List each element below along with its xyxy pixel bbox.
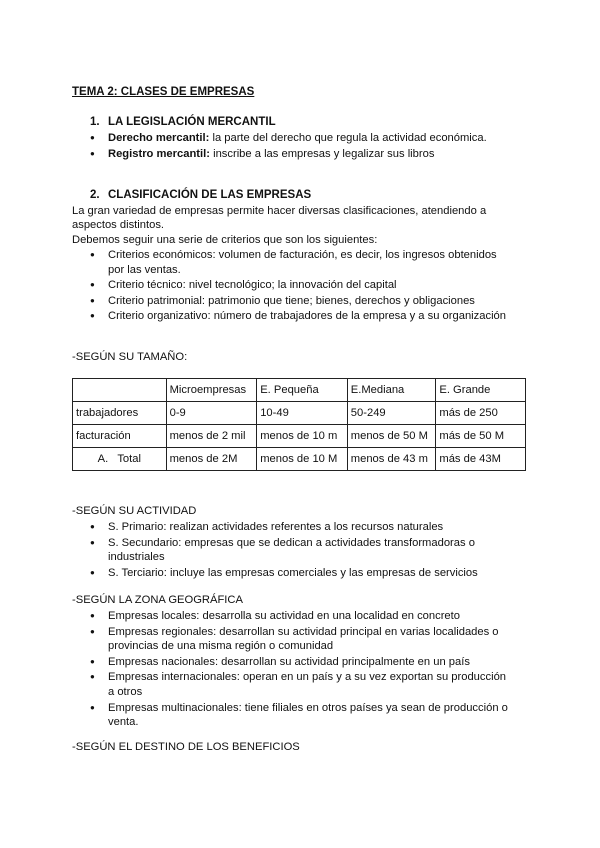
list-item: ● Empresas nacionales: desarrollan su actividad principalmente en un país [90,655,515,670]
activity-list [90,520,515,581]
table-cell: trabajadores [73,402,167,425]
list-item [90,147,515,162]
geo-heading: -SEGÚN LA ZONA GEOGRÁFICA [72,594,243,606]
table-cell: 0-9 [166,402,257,425]
section-1-title: LA LEGISLACIÓN MERCANTIL [108,116,276,128]
list-item: ● Empresas internacionales: operan en un país y a su vez exportan su producción a otros [90,670,515,699]
table-cell: menos de 2 mil [166,425,257,448]
definition: la parte del derecho que regula la actividad económica. [209,132,487,144]
list-item: ● Empresas locales: desarrolla su actividad en una localidad en concreto [90,609,515,624]
table-cell: más de 250 [436,402,526,425]
section-2-title: CLASIFICACIÓN DE LAS EMPRESAS [108,189,312,201]
list-item [90,131,515,146]
table-cell: más de 43M [436,448,526,471]
table-row [73,425,526,448]
benefits-heading: -SEGÚN EL DESTINO DE LOS BENEFICIOS [72,741,300,753]
list-item: ● Empresas multinacionales: tiene filiales en otros países ya sean de producción o venta. [90,701,515,730]
table-cell: menos de 10 m [257,425,348,448]
table-cell: 50-249 [347,402,436,425]
table-cell: menos de 10 M [257,448,348,471]
table-header-cell: E.Mediana [347,379,436,402]
table-cell: más de 50 M [436,425,526,448]
list-item: ● Criterio patrimonial: patrimonio que tiene; bienes, derechos y obligaciones [90,294,515,309]
term: Registro mercantil: [108,147,210,160]
section-1-heading [90,116,276,128]
table-cell: 10-49 [257,402,348,425]
list-item: ● S. Terciario: incluye las empresas comerciales y las empresas de servicios [90,566,515,581]
definition: inscribe a las empresas y legalizar sus libros [209,147,435,160]
section-2-intro: La gran variedad de empresas permite hacer diversas clasificaciones, atendiendo a aspectos distintos. [72,205,487,231]
document-title: TEMA 2: CLASES DE EMPRESAS [72,86,255,98]
size-heading: -SEGÚN SU TAMAÑO: [72,351,188,363]
list-item: ● S. Secundario: empresas que se dedican a actividades transformadoras o industriales [90,536,515,565]
list-item: ● Criterio organizativo: número de trabajadores de la empresa y a su organización [90,309,515,324]
activity-heading: -SEGÚN SU ACTIVIDAD [72,505,197,517]
table-row [73,448,526,471]
section-2-intro-2: Debemos seguir una serie de criterios que son los siguientes: [72,234,378,246]
table-row [73,402,526,425]
list-item: ● Criterio técnico: nivel tecnológico; la innovación del capital [90,278,515,293]
list-item: ● Criterios económicos: volumen de facturación, es decir, los ingresos obtenidos por las ventas. [90,248,515,277]
term: Derecho mercantil: [108,132,210,144]
section-2-number: 2. [90,189,100,201]
list-item: ● S. Primario: realizan actividades referentes a los recursos naturales [90,520,515,535]
table-header-row [73,379,526,402]
section-1-list [90,131,515,162]
section-1-number: 1. [90,116,100,128]
table-header-cell: E. Grande [436,379,526,402]
criteria-list [90,248,515,325]
table-cell: menos de 43 m [347,448,436,471]
geo-list [90,609,515,731]
table-cell: menos de 50 M [347,425,436,448]
table-header-cell: E. Pequeña [257,379,348,402]
list-item: ● Empresas regionales: desarrollan su actividad principal en varias localidades o provincias de una misma región o comunidad [90,625,515,654]
table-cell: A. Total [73,448,167,471]
section-2-heading [90,189,311,201]
size-table [72,378,526,471]
table-header-cell [73,379,167,402]
table-cell: facturación [73,425,167,448]
table-header-cell: Microempresas [166,379,257,402]
table-cell: menos de 2M [166,448,257,471]
